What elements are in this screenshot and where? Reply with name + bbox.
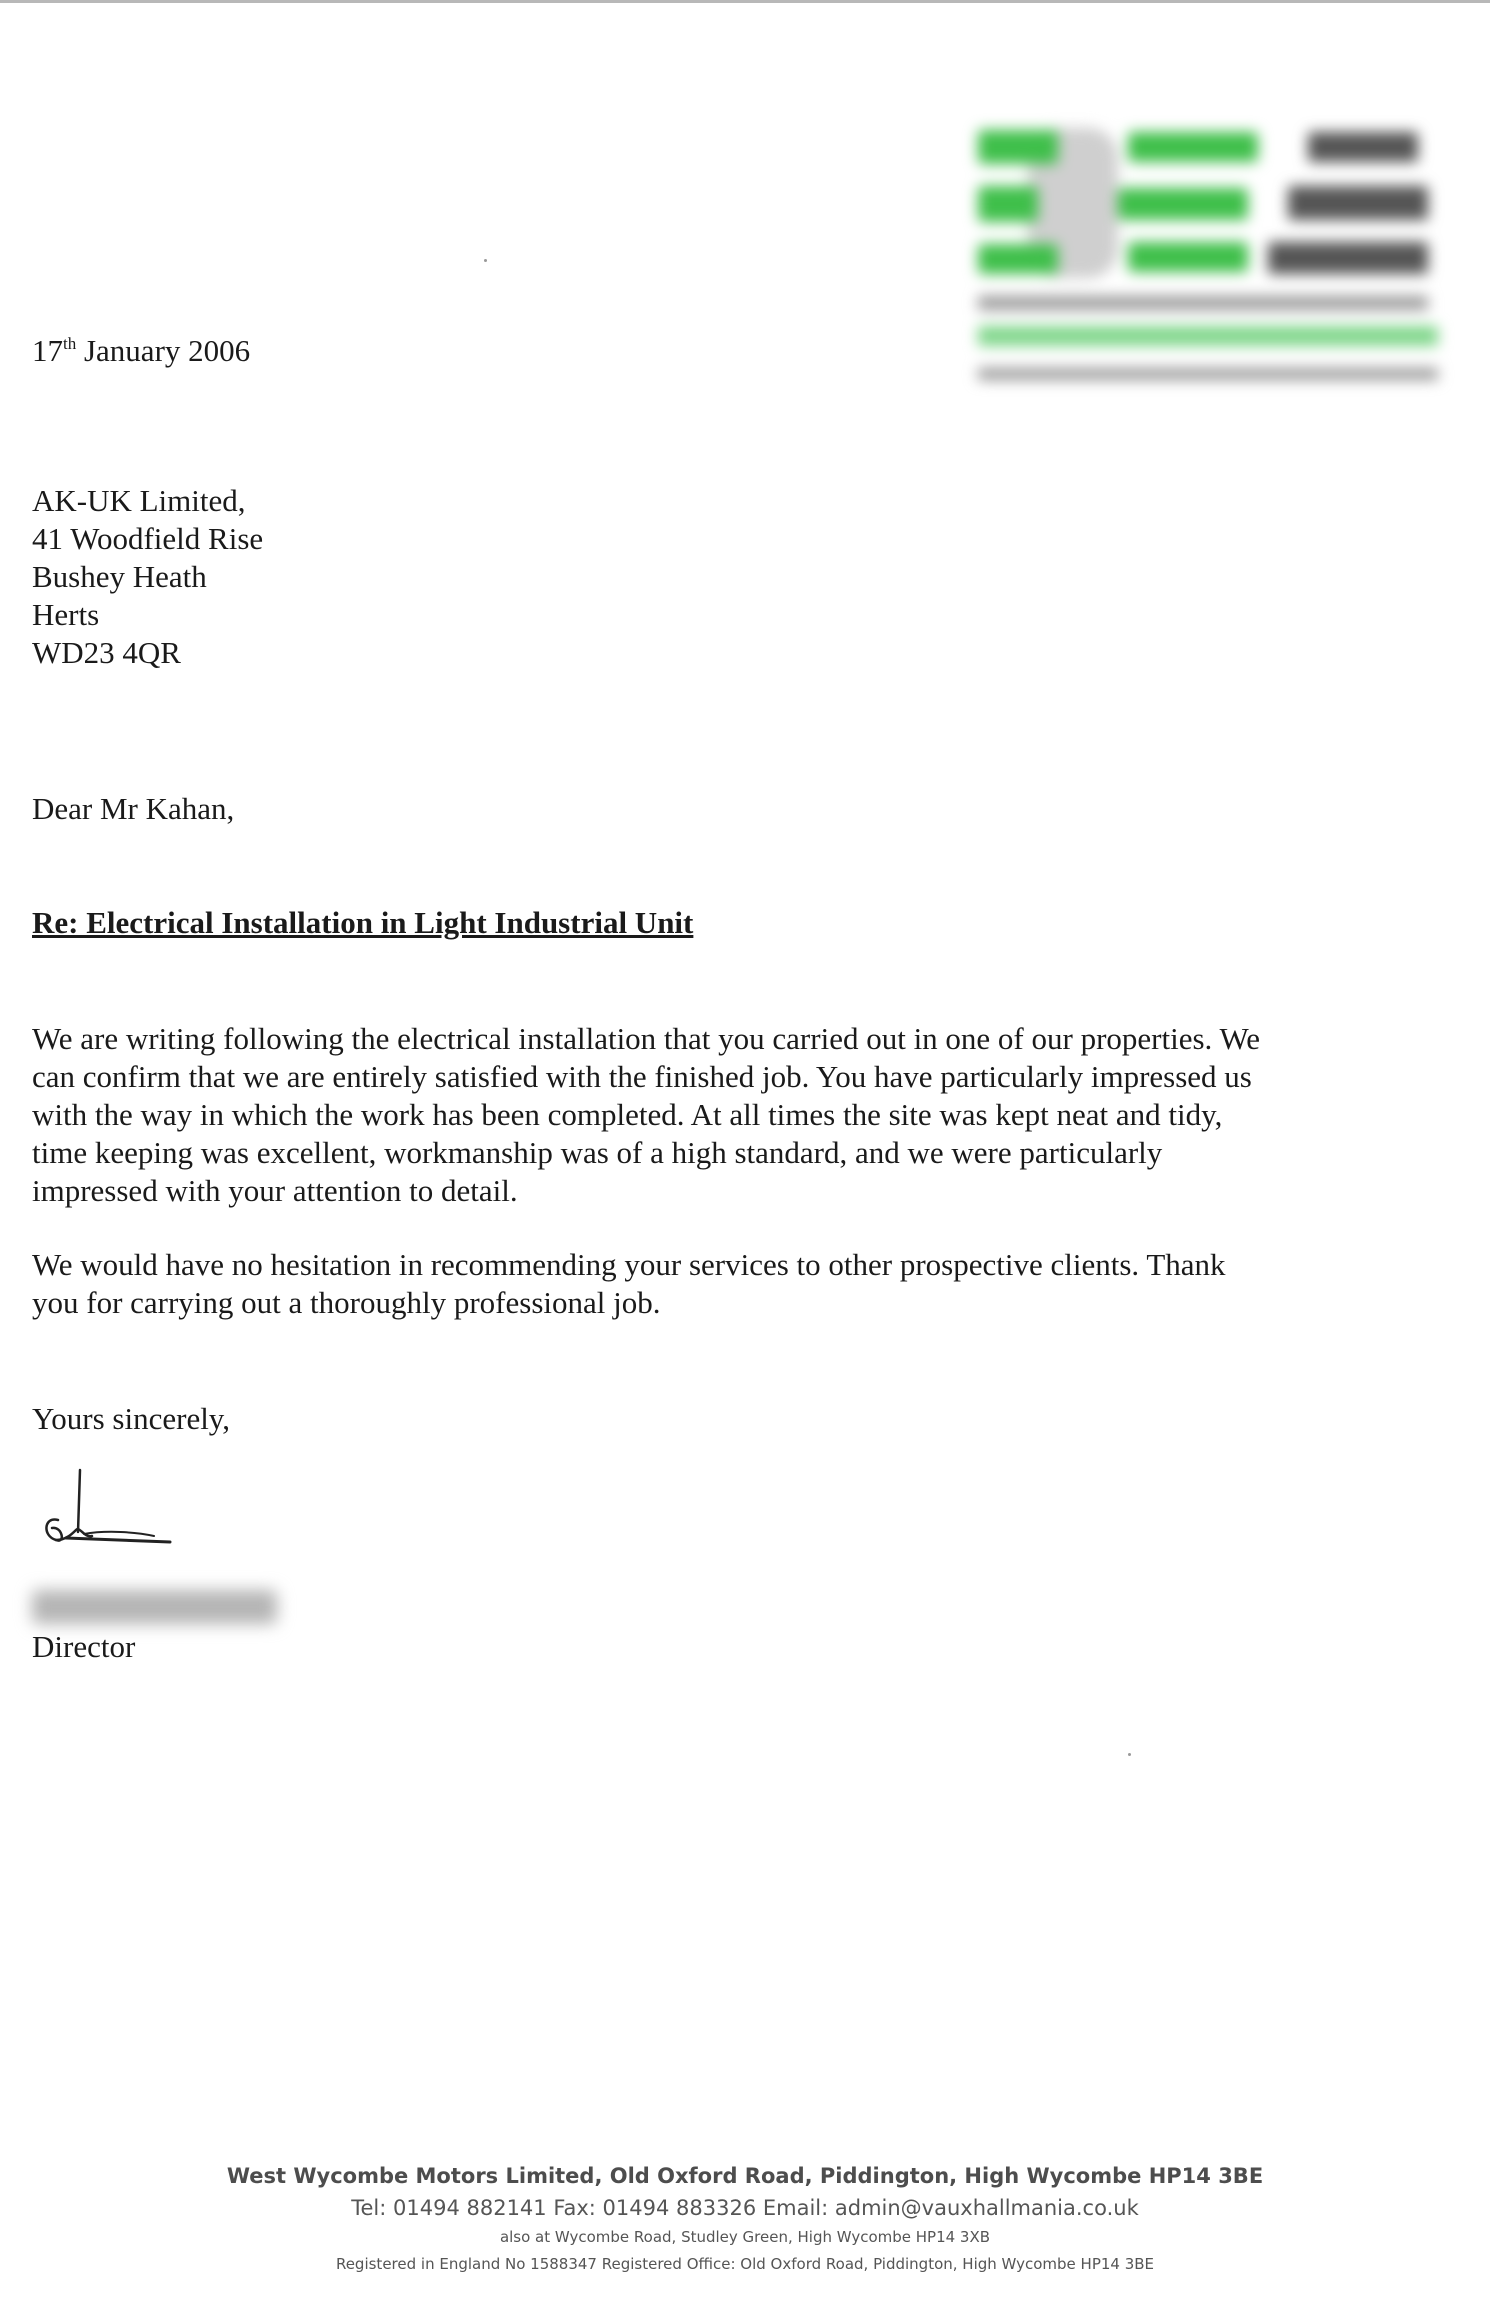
address-line: WD23 4QR bbox=[32, 635, 181, 670]
paragraph-line: We are writing following the electrical installation that you carried out in one of our properties. We bbox=[32, 1021, 1261, 1056]
body-paragraph-2 bbox=[32, 1246, 1226, 1322]
letter-date: 17th January 2006 bbox=[32, 333, 251, 368]
subject-line: Re: Electrical Installation in Light Industrial Unit bbox=[32, 905, 694, 940]
footer-registered-line: Registered in England No 1588347 Registered Office: Old Oxford Road, Piddington, High Wycombe HP14 3BE bbox=[335, 2255, 1155, 2273]
handwritten-signature bbox=[36, 1460, 186, 1560]
top-edge-rule bbox=[0, 0, 1490, 3]
paragraph-line: time keeping was excellent, workmanship was of a high standard, and we were particularly bbox=[32, 1135, 1163, 1170]
footer-also-at-line: also at Wycombe Road, Studley Green, High Wycombe HP14 3XB bbox=[499, 2228, 991, 2246]
address-line: 41 Woodfield Rise bbox=[32, 521, 264, 556]
address-line: AK-UK Limited, bbox=[32, 483, 246, 518]
salutation: Dear Mr Kahan, bbox=[32, 791, 235, 826]
paragraph-line: with the way in which the work has been completed. At all times the site was kept neat and tidy, bbox=[32, 1097, 1223, 1132]
closing: Yours sincerely, bbox=[32, 1401, 231, 1436]
paragraph-line: We would have no hesitation in recommending your services to other prospective clients. Thank bbox=[32, 1247, 1226, 1282]
paragraph-line: you for carrying out a thoroughly professional job. bbox=[32, 1285, 661, 1320]
address-line: Bushey Heath bbox=[32, 559, 207, 594]
letterhead-footer bbox=[0, 2160, 1490, 2278]
paragraph-line: impressed with your attention to detail. bbox=[32, 1173, 518, 1208]
footer-contact-line: Tel: 01494 882141 Fax: 01494 883326 Email: admin@vauxhallmania.co.uk bbox=[351, 2196, 1139, 2220]
scan-speck bbox=[484, 259, 487, 262]
address-line: Herts bbox=[32, 597, 100, 632]
paragraph-line: can confirm that we are entirely satisfied with the finished job. You have particularly impressed us bbox=[32, 1059, 1252, 1094]
recipient-address bbox=[32, 482, 263, 672]
body-paragraph-1 bbox=[32, 1020, 1260, 1210]
signer-name-redacted bbox=[32, 1590, 277, 1624]
company-logo bbox=[968, 118, 1458, 398]
footer-company-line: West Wycombe Motors Limited, Old Oxford Road, Piddington, High Wycombe HP14 3BE bbox=[226, 2164, 1264, 2188]
scan-speck bbox=[1128, 1753, 1131, 1756]
signer-title: Director bbox=[32, 1629, 136, 1664]
